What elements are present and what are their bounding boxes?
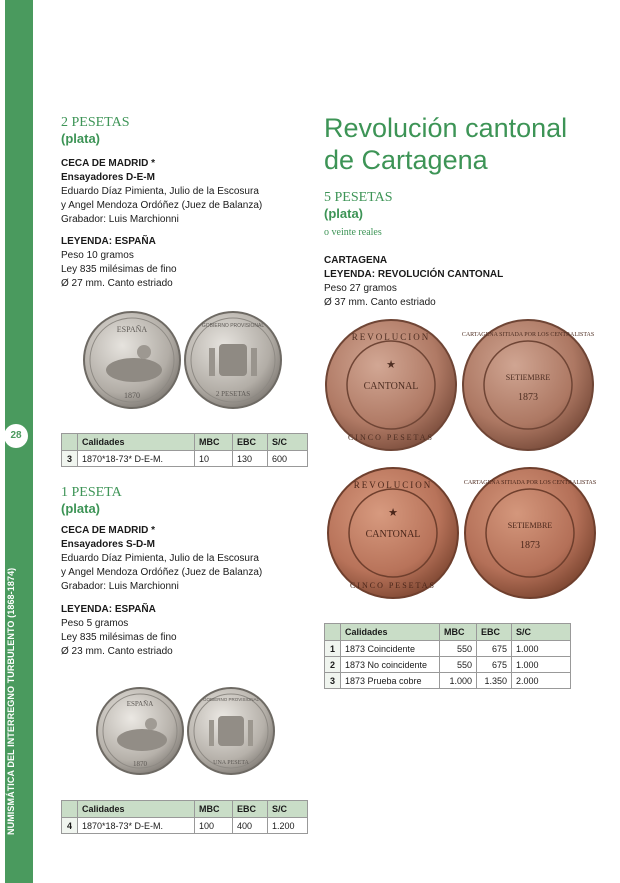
coin1-size: Ø 27 mm. Canto estriado (61, 278, 173, 289)
coin3-reverse-month-2: SETIEMBRE (507, 521, 553, 530)
coin3-obverse-center: CANTONAL (363, 381, 419, 392)
running-title: NUMISMÁTICA DEL INTERREGNO TURBULENTO (1868-1874) (6, 567, 16, 835)
coin3-reverse-image-2 (463, 466, 597, 600)
coin3-obverse-image-2 (326, 466, 460, 600)
coin1-obverse-image (82, 310, 182, 410)
coin2-people-2: y Angel Mendoza Ordóñez (Juez de Balanza) (61, 567, 263, 578)
coin3-reverse-year: 1873 (518, 392, 538, 403)
coin3-weight: Peso 27 gramos (324, 283, 397, 294)
coin2-fineness: Ley 835 milésimas de fino (61, 632, 177, 643)
coin1-title: 2 PESETAS (61, 115, 130, 130)
table-row: 4 1870*18-73* D-E-M. 100 400 1.200 (62, 818, 308, 834)
coin1-weight: Peso 10 gramos (61, 250, 134, 261)
coin3-price-table (324, 623, 571, 689)
coin2-title: 1 PESETA (61, 485, 122, 500)
coin1-reverse-image (183, 310, 283, 410)
coin1-engraver: Grabador: Luis Marchionni (61, 214, 179, 225)
coin3-obverse-top: REVOLUCION (351, 332, 431, 342)
coin1-assayers: Ensayadores D-E-M (61, 172, 155, 183)
table-row: 3 1873 Prueba cobre 1.000 1.350 2.000 (325, 673, 571, 689)
coin1-metal: (plata) (61, 131, 100, 146)
coin2-reverse-legend: GOBIERNO PROVISIONAL (202, 697, 260, 702)
coin2-reverse-value: UNA PESETA (213, 760, 249, 766)
table-header-row: Calidades MBC EBC S/C (325, 624, 571, 641)
coin2-engraver: Grabador: Luis Marchionni (61, 581, 179, 592)
coin2-obverse-legend: ESPAÑA (126, 700, 154, 708)
coin3-obverse-center-2: CANTONAL (365, 529, 421, 540)
coin3-reverse-year-2: 1873 (520, 540, 540, 551)
coin3-size: Ø 37 mm. Canto estriado (324, 297, 436, 308)
coin2-metal: (plata) (61, 501, 100, 516)
table-header-row: Calidades MBC EBC S/C (62, 801, 308, 818)
coin1-people-2: y Angel Mendoza Ordóñez (Juez de Balanza) (61, 200, 263, 211)
coin2-obverse-image (95, 686, 185, 776)
coin3-obverse-top-2: REVOLUCION (353, 480, 433, 490)
coin3-mint: CARTAGENA (324, 255, 388, 266)
coin1-price-table (61, 433, 308, 467)
page-number: 28 (4, 424, 28, 448)
coin3-reverse-image-1 (461, 318, 595, 452)
coin2-price-table (61, 800, 308, 834)
coin3-obverse-bottom: CINCO PESETAS (347, 433, 435, 442)
coin2-reverse-image (186, 686, 276, 776)
coin3-title: 5 PESETAS (324, 190, 393, 205)
coin3-reverse-top: CARTAGENA SITIADA POR LOS CENTRALISTAS (461, 332, 595, 338)
coin2-weight: Peso 5 gramos (61, 618, 129, 629)
table-row: 3 1870*18-73* D-E-M. 10 130 600 (62, 451, 308, 467)
coin2-legend: LEYENDA: ESPAÑA (61, 604, 156, 615)
coin1-mint: CECA DE MADRID * (61, 158, 156, 169)
coin3-metal: (plata) (324, 206, 363, 221)
coin3-reverse-month: SETIEMBRE (505, 373, 551, 382)
table-row: 2 1873 No coincidente 550 675 1.000 (325, 657, 571, 673)
coin1-reverse-value: 2 PESETAS (215, 390, 251, 398)
coin1-obverse-legend: ESPAÑA (116, 325, 148, 334)
coin1-fineness: Ley 835 milésimas de fino (61, 264, 177, 275)
coin3-obverse-bottom-2: CINCO PESETAS (349, 581, 437, 590)
coin2-size: Ø 23 mm. Canto estriado (61, 646, 173, 657)
coin2-obverse-date: 1870 (133, 760, 147, 768)
coin1-people-1: Eduardo Díaz Pimienta, Julio de la Escosura (61, 186, 259, 197)
section-title-line-2: de Cartagena (324, 145, 488, 175)
coin3-alt: o veinte reales (324, 227, 382, 238)
star-icon: ★ (388, 507, 398, 519)
coin2-people-1: Eduardo Díaz Pimienta, Julio de la Escosura (61, 553, 259, 564)
table-header-row: Calidades MBC EBC S/C (62, 434, 308, 451)
table-row: 1 1873 Coincidente 550 675 1.000 (325, 641, 571, 657)
coin1-legend: LEYENDA: ESPAÑA (61, 236, 156, 247)
coin2-assayers: Ensayadores S-D-M (61, 539, 155, 550)
coin1-obverse-date: 1870 (124, 391, 140, 400)
section-title-line-1: Revolución cantonal (324, 113, 568, 143)
section-title (324, 112, 567, 176)
coin3-obverse-image-1 (324, 318, 458, 452)
coin2-mint: CECA DE MADRID * (61, 525, 156, 536)
coin3-reverse-top-2: CARTAGENA SITIADA POR LOS CENTRALISTAS (463, 480, 597, 486)
coin3-legend: LEYENDA: REVOLUCIÓN CANTONAL (324, 269, 504, 280)
coin1-reverse-legend: GOBIERNO PROVISIONAL (201, 323, 265, 329)
star-icon: ★ (386, 359, 396, 371)
